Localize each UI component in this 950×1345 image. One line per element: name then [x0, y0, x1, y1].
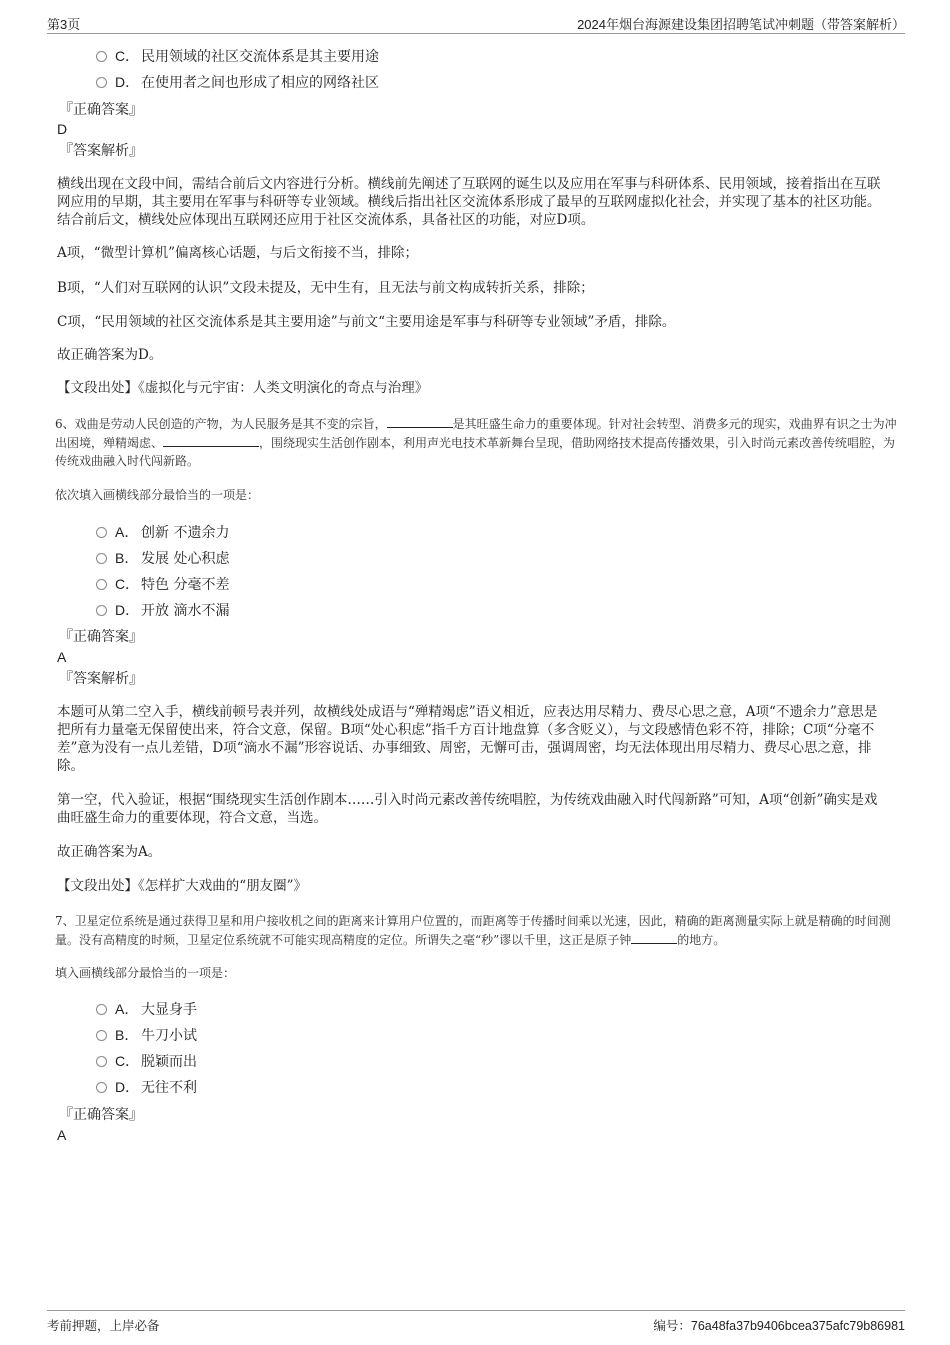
radio-icon[interactable] — [96, 553, 107, 564]
q6-analysis-para-1: 本题可从第二空入手，横线前顿号表并列，故横线处成语与“殚精竭虑”语义相近，应表达用尽精力、费尽心思之意，A项“不遗余力”意思是把所有力量毫无保留使出来，符合文意，保留。B项“处心积虑”指千方百计地盘算（多含贬义），与文段感情色彩不符，排除；C项“分毫不差”意为没有一点儿差错，D项“滴水不漏”形容说话、办事细致、周密，无懈可击，强调周密，均无法体现出用尽精力、费尽心思之意，排除。 — [57, 704, 878, 774]
q5-analysis-conclusion: 故正确答案为D。 — [57, 347, 163, 363]
q6-answer: A — [57, 649, 67, 665]
page-header — [47, 12, 905, 34]
q5-answer-label: 『正确答案』 — [59, 102, 143, 118]
q5-analysis-para-3: B项，“人们对互联网的认识”文段未提及，无中生有，且无法与前文构成转折关系，排除； — [57, 280, 594, 296]
q6-analysis-para-2: 第一空，代入验证，根据“围绕现实生活创作剧本……引入时尚元素改善传统唱腔，为传统戏曲融入时代闯新路”可知，A项“创新”确实是戏曲旺盛生命力的重要体现，符合文意，当选。 — [57, 792, 878, 826]
q6-option-b[interactable]: B． 发展 处心积虑 — [96, 549, 229, 568]
radio-icon[interactable] — [96, 527, 107, 538]
radio-icon[interactable] — [96, 1056, 107, 1067]
q7-answer: A — [57, 1127, 67, 1143]
q6-stem: 6、戏曲是劳动人民创造的产物，为人民服务是其不变的宗旨， 是其旺盛生命力的重要体现。针对社会转型、消费多元的现实，戏曲界有识之士为冲出困境，殚精竭虑、 ，围绕现实生活创作剧本，利用声光电技术革新舞台呈现，借助网络技术提高传播效果，引入时尚元素改善传统唱腔，为传统戏曲融入时代闯新路。 — [55, 417, 897, 468]
q6-analysis-conclusion: 故正确答案为A。 — [57, 844, 162, 860]
radio-icon[interactable] — [96, 579, 107, 590]
q6-blank-2 — [163, 434, 259, 447]
q5-option-c[interactable]: C． 民用领域的社区交流体系是其主要用途 — [96, 47, 379, 66]
footer-slogan: 考前押题，上岸必备 — [47, 1319, 160, 1333]
radio-icon[interactable] — [96, 605, 107, 616]
radio-icon[interactable] — [96, 1082, 107, 1093]
q5-source: 【文段出处】《虚拟化与元宇宙：人类文明演化的奇点与治理》 — [57, 380, 429, 396]
q6-blank-1 — [387, 415, 453, 428]
page-footer — [47, 1310, 905, 1335]
q5-analysis-para-2: A项，“微型计算机”偏离核心话题，与后文衔接不当，排除； — [57, 245, 419, 261]
radio-icon[interactable] — [96, 51, 107, 62]
page-number: 第3页 — [47, 17, 81, 32]
q6-analysis-label: 『答案解析』 — [59, 671, 143, 687]
q6-prompt: 依次填入画横线部分最恰当的一项是： — [55, 488, 260, 502]
q7-answer-label: 『正确答案』 — [59, 1107, 143, 1123]
q7-option-a[interactable]: A． 大显身手 — [96, 1000, 197, 1019]
q5-analysis-label: 『答案解析』 — [59, 143, 143, 159]
radio-icon[interactable] — [96, 77, 107, 88]
q5-analysis-para-4: C项，“民用领域的社区交流体系是其主要用途”与前文“主要用途是军事与科研等专业领域”矛盾，排除。 — [57, 314, 676, 330]
q7-option-b[interactable]: B． 牛刀小试 — [96, 1026, 197, 1045]
q7-option-c[interactable]: C． 脱颖而出 — [96, 1052, 197, 1071]
q7-prompt: 填入画横线部分最恰当的一项是： — [55, 966, 236, 980]
q5-option-d[interactable]: D． 在使用者之间也形成了相应的网络社区 — [96, 73, 379, 92]
q6-source: 【文段出处】《怎样扩大戏曲的“朋友圈”》 — [57, 878, 308, 894]
document-code: 编号：76a48fa37b9406bcea375afc79b86981 — [653, 1319, 905, 1333]
q6-option-a[interactable]: A． 创新 不遗余力 — [96, 523, 229, 542]
radio-icon[interactable] — [96, 1030, 107, 1041]
q7-blank — [631, 931, 677, 944]
radio-icon[interactable] — [96, 1004, 107, 1015]
document-title: 2024年烟台海源建设集团招聘笔试冲刺题（带答案解析） — [577, 17, 905, 32]
q6-option-c[interactable]: C． 特色 分毫不差 — [96, 575, 229, 594]
q6-option-d[interactable]: D． 开放 滴水不漏 — [96, 601, 229, 620]
q7-stem: 7、卫星定位系统是通过获得卫星和用户接收机之间的距离来计算用户位置的，而距离等于传播时间乘以光速，因此，精确的距离测量实际上就是精确的时间测量。没有高精度的时频，卫星定位系统就不可能实现高精度的定位。所谓失之毫“秒”谬以千里，这正是原子钟 的地方。 — [55, 914, 891, 947]
q7-option-d[interactable]: D． 无往不利 — [96, 1078, 197, 1097]
q6-answer-label: 『正确答案』 — [59, 629, 143, 645]
q5-answer: D — [57, 121, 68, 137]
q5-analysis-para-1: 横线出现在文段中间，需结合前后文内容进行分析。横线前先阐述了互联网的诞生以及应用在军事与科研体系、民用领域，接着指出在互联网应用的早期，其主要用在军事与科研等专业领域。横线后指出社区交流体系形成了最早的互联网虚拟化社会，并实现了基本的社区功能。结合前后文，横线处应体现出互联网还应用于社区交流体系，具备社区的功能，对应D项。 — [57, 176, 881, 228]
